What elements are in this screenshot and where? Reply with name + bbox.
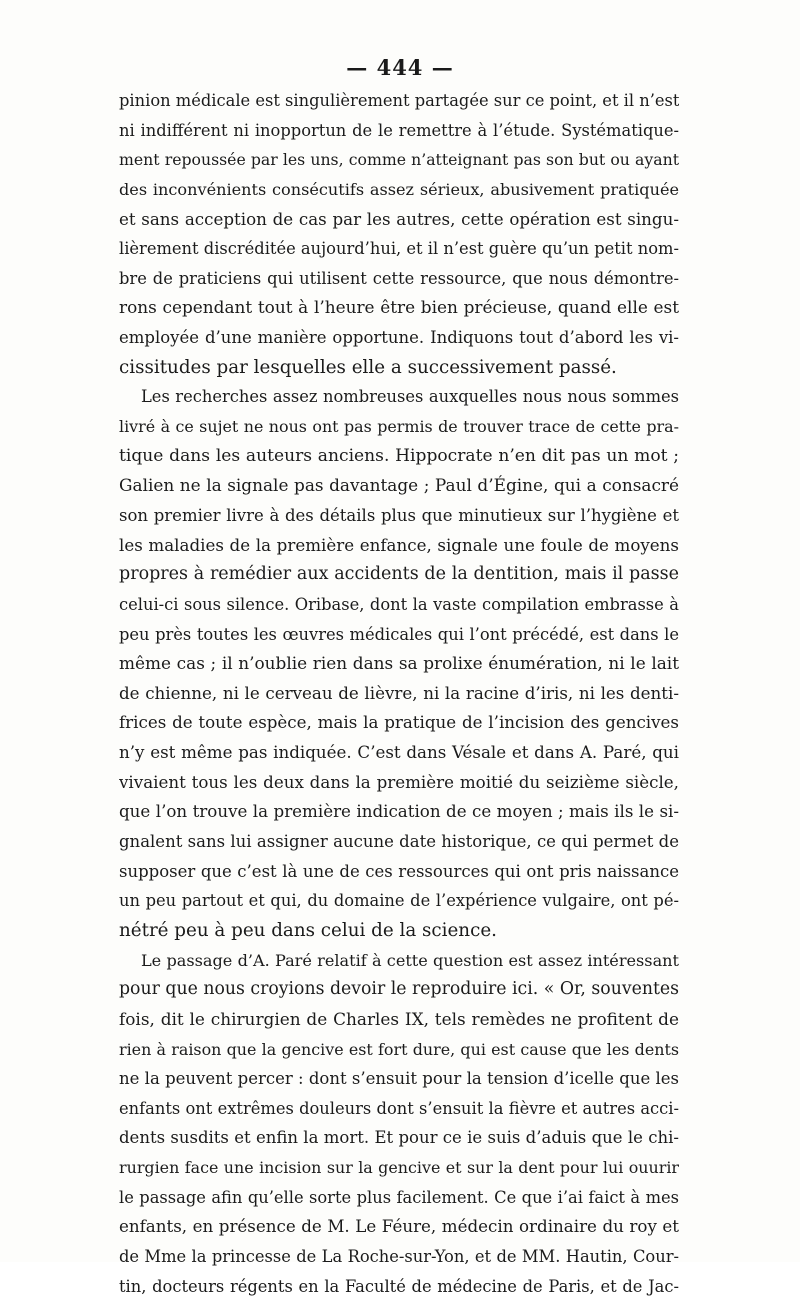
text-line: pour que nous croyions devoir le reproduire ici. « Or, souventes xyxy=(119,979,679,1000)
text-line: tin, docteurs régents en la Faculté de médecine de Paris, et de Jac- xyxy=(119,1276,679,1296)
text-line: frices de toute espèce, mais la pratique de l’incision des gencives xyxy=(119,712,679,733)
text-line: employée d’une manière opportune. Indiquons tout d’abord les vi- xyxy=(119,328,679,348)
text-line: de Mme la princesse de La Roche-sur-Yon, et de MM. Hautin, Cour- xyxy=(119,1246,679,1266)
text-line: rien à raison que la gencive est fort dure, qui est cause que les dents xyxy=(119,1039,679,1059)
text-line: fois, dit le chirurgien de Charles IX, tels remèdes ne profitent de xyxy=(119,1008,679,1029)
text-line: rurgien face une incision sur la gencive et sur la dent pour lui ouurir xyxy=(119,1158,679,1178)
text-line: ne la peuvent percer : dont s’ensuit pour la tension d’icelle que les xyxy=(119,1069,679,1089)
text-line: son premier livre à des détails plus que minutieux sur l’hygiène et xyxy=(119,505,679,525)
text-line: livré à ce sujet ne nous ont pas permis de trouver trace de cette pra- xyxy=(119,417,679,437)
text-line: et sans acception de cas par les autres, cette opération est singu- xyxy=(119,208,679,229)
text-line: ment repoussée par les uns, comme n’atteignant pas son but ou ayant xyxy=(119,150,679,170)
text-line: n’y est même pas indiquée. C’est dans Vésale et dans A. Paré, qui xyxy=(119,742,679,763)
text-line: lièrement discréditée aujourd’hui, et il n’est guère qu’un petit nom- xyxy=(119,239,679,259)
text-line: de chienne, ni le cerveau de lièvre, ni la racine d’iris, ni les denti- xyxy=(119,682,679,703)
paragraph-end-line: cissitudes par lesquelles elle a successivement passé. xyxy=(119,356,617,378)
text-line: des inconvénients consécutifs assez sérieux, abusivement pratiquée xyxy=(119,179,679,199)
text-line: enfants, en présence de M. Le Féure, médecin ordinaire du roy et xyxy=(119,1216,679,1237)
text-line: un peu partout et qui, du domaine de l’expérience vulgaire, ont pé- xyxy=(119,891,679,911)
text-line: bre de praticiens qui utilisent cette ressource, que nous démontre- xyxy=(119,268,679,288)
text-line: gnalent sans lui assigner aucune date historique, ce qui permet de xyxy=(119,832,679,852)
text-line: tique dans les auteurs anciens. Hippocrate n’en dit pas un mot ; xyxy=(119,445,679,466)
body-text xyxy=(119,86,679,1301)
text-line: enfants ont extrêmes douleurs dont s’ensuit la fièvre et autres acci- xyxy=(119,1098,679,1118)
paragraph-start-line: Les recherches assez nombreuses auxquelles nous nous sommes xyxy=(141,387,679,407)
text-line: le passage afin qu’elle sorte plus facilement. Ce que i’ai faict à mes xyxy=(119,1187,679,1207)
text-line: que l’on trouve la première indication de ce moyen ; mais ils le si- xyxy=(119,801,679,822)
text-line: rons cependant tout à l’heure être bien précieuse, quand elle est xyxy=(119,297,679,318)
text-line: les maladies de la première enfance, signale une foule de moyens xyxy=(119,534,679,555)
text-line: celui-ci sous silence. Oribase, dont la vaste compilation embrasse à xyxy=(119,594,679,614)
text-line: ni indifférent ni inopportun de le remettre à l’étude. Systématique- xyxy=(119,120,679,140)
text-line: supposer que c’est là une de ces ressources qui ont pris naissance xyxy=(119,861,679,881)
text-line: peu près toutes les œuvres médicales qui l’ont précédé, est dans le xyxy=(119,624,679,644)
paragraph-end-line: nétré peu à peu dans celui de la science. xyxy=(119,919,497,941)
text-line: propres à remédier aux accidents de la dentition, mais il passe xyxy=(119,564,679,585)
text-line: Galien ne la signale pas davantage ; Paul d’Égine, qui a consacré xyxy=(119,475,679,496)
text-line: pinion médicale est singulièrement partagée sur ce point, et il n’est xyxy=(119,91,679,110)
text-line: vivaient tous les deux dans la première moitié du seizième siècle, xyxy=(119,771,679,792)
text-line: même cas ; il n’oublie rien dans sa prolixe énumération, ni le lait xyxy=(119,653,679,674)
page-number: — 444 — xyxy=(346,55,454,80)
text-line: dents susdits et enfin la mort. Et pour ce ie suis d’aduis que le chi- xyxy=(119,1128,679,1148)
paragraph-start-line: Le passage d’A. Paré relatif à cette question est assez intéressant xyxy=(141,950,679,970)
